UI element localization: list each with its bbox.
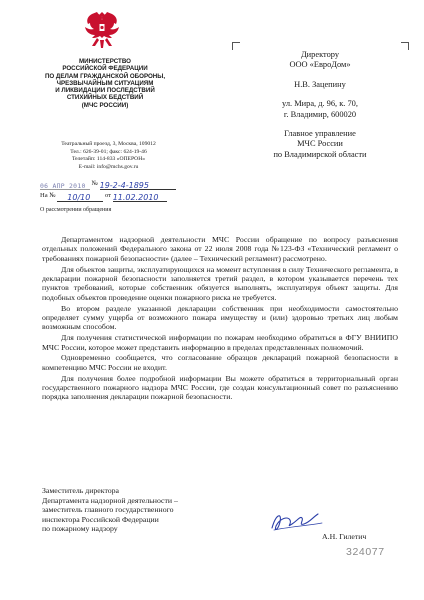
handwritten-signature-icon bbox=[268, 508, 324, 536]
double-headed-eagle-emblem-icon bbox=[78, 8, 126, 54]
body-paragraph: Для объектов защиты, эксплуатирующихся на момент вступления в силу Технического регламента, в декларации пожарной безопасности заполняется третий раздел, в котором указывается перечень тех пунктов требований, которые собственник обязуется выполнять, эксплуатируя объект защиты. Для подобных объектов проведение оценки пожарного риска не требуется. bbox=[42, 264, 398, 302]
addressee-street: ул. Мира, д. 96, к. 70, bbox=[282, 99, 358, 109]
letter-body bbox=[42, 235, 398, 403]
contact-address: Театральный проезд, 3, Москва, 109012 bbox=[61, 141, 156, 147]
contact-phone: Тел.: 626-39-01; факс: 624-19-46 bbox=[70, 148, 147, 155]
ministry-line: И ЛИКВИДАЦИИ ПОСЛЕДСТВИЙ bbox=[55, 87, 155, 95]
ref-date-line bbox=[113, 192, 167, 202]
date-stamp: 06 АПР 2010 bbox=[40, 182, 86, 190]
from-label: от bbox=[104, 192, 112, 199]
ref-label: На № bbox=[40, 192, 56, 199]
corner-bracket-top-left bbox=[232, 42, 240, 50]
addressee-position: Директору bbox=[300, 50, 340, 59]
ministry-contacts bbox=[46, 141, 171, 171]
ministry-header bbox=[40, 58, 170, 109]
handwritten-number: 19-2-4-1895 bbox=[99, 181, 149, 190]
signatory-name: А.Н. Гилетич bbox=[322, 532, 367, 541]
contact-teletype: Телетайп: 114-833 «ОПЕРОН» bbox=[71, 156, 146, 163]
ministry-line: ПО ДЕЛАМ ГРАЖДАНСКОЙ ОБОРОНЫ, bbox=[44, 72, 166, 80]
ministry-line: СТИХИЙНЫХ БЕДСТВИЙ bbox=[66, 94, 144, 102]
body-paragraph: Одновременно сообщается, что согласование образцов деклараций пожарной безопасности в компетенцию МЧС России не входит. bbox=[42, 353, 398, 372]
addressee-organization: ООО «ЕвроДом» bbox=[289, 60, 351, 70]
addressee-name: Н.В. Зацепину bbox=[294, 79, 346, 89]
number-line bbox=[100, 180, 176, 190]
handwritten-ref-date: 11.02.2010 bbox=[112, 193, 159, 202]
position-line: инспектора Российской Федерации bbox=[42, 514, 159, 524]
copy-recipient-line: МЧС России bbox=[297, 139, 343, 149]
addressee-block bbox=[245, 50, 395, 160]
number-label: № bbox=[91, 180, 98, 187]
outgoing-number-line bbox=[40, 178, 190, 190]
position-line: Департамента надзорной деятельности – bbox=[42, 495, 178, 505]
position-line: заместитель главного государственного bbox=[42, 505, 174, 515]
date-line bbox=[40, 180, 90, 190]
position-line: Заместитель директора bbox=[42, 486, 120, 495]
ministry-line: МИНИСТЕРСТВО bbox=[79, 58, 131, 65]
registration-number: 324077 bbox=[346, 546, 385, 558]
ministry-line: РОССИЙСКОЙ ФЕДЕРАЦИИ bbox=[62, 65, 148, 73]
ministry-line: (МЧС РОССИИ) bbox=[81, 101, 129, 109]
ministry-line: ЧРЕЗВЫЧАЙНЫМ СИТУАЦИЯМ bbox=[56, 79, 154, 87]
body-paragraph: Для получения статистической информации по пожарам необходимо обратиться в ФГУ ВНИИПО МЧС России, которое может представить информацию в пределах представленных полномочий. bbox=[42, 333, 398, 352]
copy-recipient-line: по Владимирской области bbox=[273, 149, 367, 159]
position-line: по пожарному надзору bbox=[42, 524, 118, 534]
subject-line: О рассмотрении обращения bbox=[40, 207, 112, 213]
body-paragraph: Для получения более подробной информации Вы можете обратиться в территориальный орган государственного пожарного надзора МЧС России, где создан консультационный совет по разъяснению порядка заполнения декларации пожарной безопасности. bbox=[42, 373, 398, 402]
signatory-position bbox=[42, 486, 202, 534]
contact-email: E-mail: info@mchs.gov.ru bbox=[78, 163, 139, 170]
body-paragraph: Департаментом надзорной деятельности МЧС России обращение по вопросу разъяснения отдельных положений Федерального закона от 22 июля 2008 года №123-ФЗ «Технический регламент о требованиях пожарной безопасности» (далее – Технический регламент) рассмотрено. bbox=[42, 235, 398, 263]
corner-bracket-top-right bbox=[401, 42, 409, 50]
ref-number-line bbox=[57, 192, 103, 202]
addressee-city: г. Владимир, 600020 bbox=[283, 109, 357, 119]
handwritten-ref-number: 10/10 bbox=[67, 193, 91, 202]
reference-number-line bbox=[40, 190, 190, 202]
body-paragraph: Во втором разделе указанной декларации собственник при необходимости самостоятельно определяет сумму ущерба от возможного пожара имуществу и (или) здоровью третьих лиц любым возможным способом. bbox=[42, 303, 398, 332]
copy-recipient-line: Главное управление bbox=[284, 129, 356, 139]
